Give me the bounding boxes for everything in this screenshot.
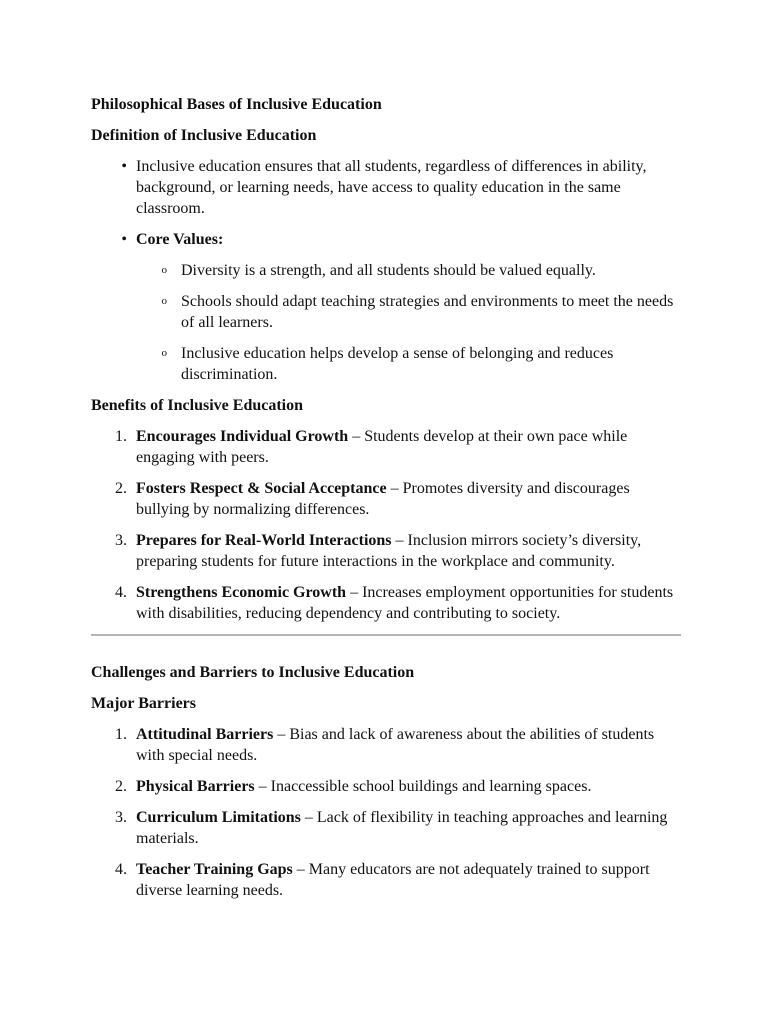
benefit-desc: – Students develop at their own pace while engaging with peers. (136, 428, 628, 466)
benefit-term: Fosters Respect & Social Acceptance (136, 480, 387, 497)
barrier-desc: – Bias and lack of awareness about the abilities of students with special needs. (136, 726, 655, 764)
core-value-item (91, 291, 681, 333)
benefit-term: Strengthens Economic Growth (136, 584, 347, 601)
document-title: Philosophical Bases of Inclusive Education (91, 96, 382, 113)
sub-bullet-marker: o (161, 264, 167, 276)
list-number: 2. (115, 480, 127, 497)
barrier-item (91, 859, 681, 901)
core-value-text: Inclusive education helps develop a sense of belonging and reduces discrimination. (181, 345, 614, 383)
core-value-text: Diversity is a strength, and all students should be valued equally. (181, 262, 596, 279)
benefit-term: Prepares for Real-World Interactions (136, 532, 392, 549)
core-value-item (91, 343, 681, 385)
list-number: 3. (115, 809, 127, 826)
barrier-term: Physical Barriers (136, 778, 255, 795)
definition-text: Inclusive education ensures that all students, regardless of differences in ability, background, or learning needs, have access to quality education in the same classroom. (136, 158, 647, 217)
benefit-term: Encourages Individual Growth (136, 428, 349, 445)
barrier-term: Attitudinal Barriers (136, 726, 274, 743)
list-number: 4. (115, 584, 127, 601)
horizontal-rule (91, 634, 681, 636)
document-body (91, 94, 681, 901)
benefit-desc: – Promotes diversity and discourages bullying by normalizing differences. (136, 480, 630, 518)
list-number: 2. (115, 778, 127, 795)
core-values-bullet (91, 229, 681, 250)
barrier-desc: – Inaccessible school buildings and learning spaces. (254, 778, 592, 795)
list-number: 4. (115, 861, 127, 878)
benefit-item (91, 478, 681, 520)
sub-bullet-marker: o (161, 295, 167, 307)
core-value-item (91, 260, 681, 281)
benefit-item (91, 426, 681, 468)
benefit-desc: – Inclusion mirrors society’s diversity, preparing students for future interactions in the workplace and community. (136, 532, 642, 570)
barrier-desc: – Lack of flexibility in teaching approaches and learning materials. (136, 809, 668, 847)
benefit-item (91, 582, 681, 624)
bullet-marker: • (121, 231, 127, 248)
list-number: 1. (115, 428, 127, 445)
definition-heading: Definition of Inclusive Education (91, 127, 317, 144)
sub-bullet-marker: o (161, 347, 167, 359)
core-value-text: Schools should adapt teaching strategies and environments to meet the needs of all learners. (181, 293, 674, 331)
list-number: 3. (115, 532, 127, 549)
barrier-desc: – Many educators are not adequately trained to support diverse learning needs. (136, 861, 650, 899)
benefit-desc: – Increases employment opportunities for students with disabilities, reducing dependency and contributing to society. (136, 584, 674, 622)
benefit-item (91, 530, 681, 572)
bullet-marker: • (121, 158, 127, 175)
benefits-heading: Benefits of Inclusive Education (91, 397, 304, 414)
list-number: 1. (115, 726, 127, 743)
barriers-heading: Major Barriers (91, 695, 196, 712)
barrier-item (91, 776, 681, 797)
barrier-item (91, 807, 681, 849)
barrier-term: Teacher Training Gaps (136, 861, 293, 878)
barrier-term: Curriculum Limitations (136, 809, 301, 826)
definition-bullet (91, 156, 681, 219)
core-values-label: Core Values: (136, 231, 224, 248)
challenges-title: Challenges and Barriers to Inclusive Education (91, 664, 415, 681)
barrier-item (91, 724, 681, 766)
